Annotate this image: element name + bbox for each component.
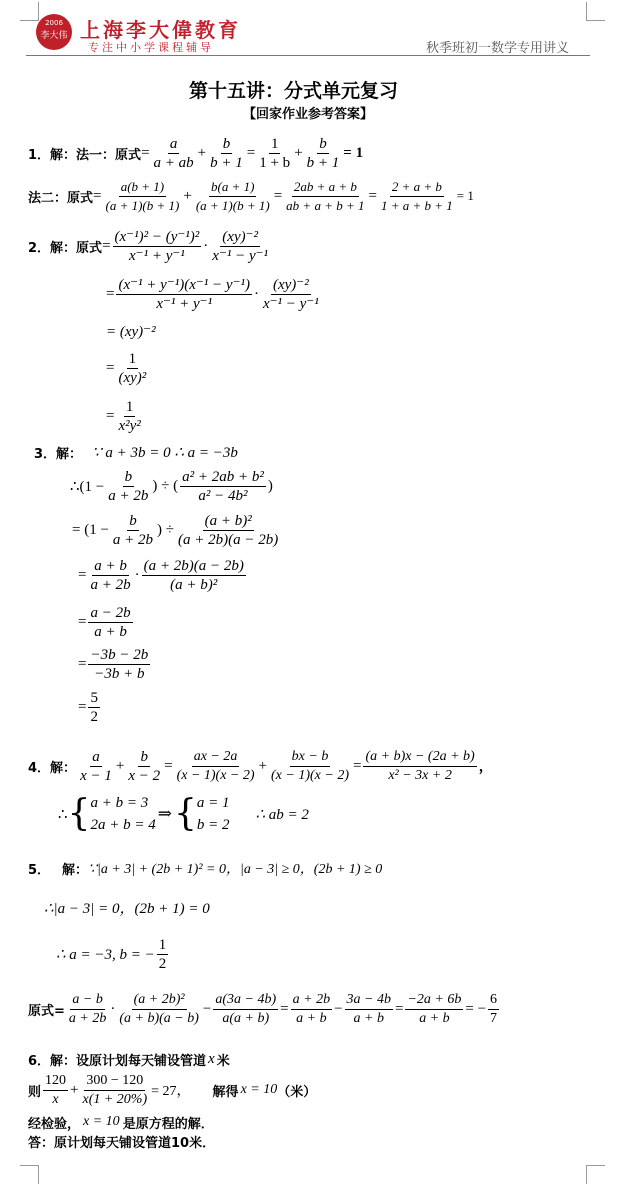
left-brace: {: [67, 793, 91, 834]
fraction: $\frac{a}{a + ab}$: [153, 135, 194, 171]
q2-step1: 2． 解：原式 = $\frac{\text{(x⁻¹)² − (y⁻¹)²}}{\text{x⁻¹ + y⁻¹}}$ · $\frac{\text{(xy)⁻²}}{\text{x⁻¹ − y⁻¹}}$: [28, 228, 269, 264]
fraction: $\frac{\text{a² + 2ab + b²}}{\text{a² − 4b²}}$: [182, 468, 264, 504]
q3-line5: = $\frac{-3b - 2b}{-3b + b}$: [78, 646, 149, 682]
fraction: $\frac{\text{(xy)⁻²}}{\text{x⁻¹ − y⁻¹}}$: [262, 276, 319, 312]
q3-jie: 解：: [56, 446, 83, 462]
fraction: $\frac{a - b}{a + 2b}$: [68, 991, 107, 1026]
logo-badge-text: 李大伟: [40, 31, 68, 41]
q5-final-label: 原式=: [28, 1003, 65, 1019]
logo-year: 2006: [45, 19, 63, 27]
fraction: $\frac{\text{(a + 2b)²}}{(a + b)(a - b)}$: [119, 991, 199, 1026]
q1-method2: 法二：原式 = $\frac{a(b + 1)}{(a + 1)(b + 1)}$ + $\frac{b(a + 1)}{(a + 1)(b + 1)}$ = $\frac{2ab + a + b}{ab + a + b + 1}$ = $\frac{2 + a + b}{1 + a + b + 1}$ = 1: [28, 178, 474, 213]
q2-step3: = (xy)⁻²: [106, 324, 156, 340]
q2-label: 2．: [28, 240, 51, 256]
fraction: $\frac{-3b - 2b}{-3b + b}$: [90, 646, 149, 682]
q3-line6: = $\frac{5}{2}$: [78, 689, 98, 725]
fraction: $\frac{b}{b + 1}$: [210, 135, 243, 171]
fraction: $\frac{\text{(x⁻¹ + y⁻¹)(x⁻¹ − y⁻¹)}}{\text{x⁻¹ + y⁻¹}}$: [118, 276, 250, 312]
fraction: $\frac{b}{b + 1}$: [306, 135, 340, 171]
q3-line3: = $\frac{a + b}{a + 2b}$ · $\frac{(a + 2b)(a - 2b)}{\text{(a + b)²}}$: [78, 557, 244, 593]
fraction: $\frac{-2a + 6b}{a + b}$: [407, 991, 462, 1026]
fraction: $\frac{a(b + 1)}{(a + 1)(b + 1)}$: [105, 178, 180, 213]
fraction: $\frac{3a - 4b}{a + b}$: [346, 991, 391, 1026]
fraction: $\frac{a - 2b}{a + b}$: [90, 604, 131, 640]
q3-line4: = $\frac{a - 2b}{a + b}$: [78, 604, 131, 640]
fraction: $\frac{b}{x - 2}$: [128, 748, 161, 784]
fraction: $\frac{\text{(x⁻¹)² − (y⁻¹)²}}{\text{x⁻¹ + y⁻¹}}$: [114, 228, 200, 264]
q3-line1: ∴(1 − $\frac{b}{a + 2b}$ ) ÷ ( $\frac{\text{a² + 2ab + b²}}{\text{a² − 4b²}}$ ): [70, 468, 273, 504]
q1-method1-result: = 1: [343, 144, 364, 161]
q2-step2: = $\frac{\text{(x⁻¹ + y⁻¹)(x⁻¹ − y⁻¹)}}{\text{x⁻¹ + y⁻¹}}$ · $\frac{\text{(xy)⁻²}}{\text{x⁻¹ − y⁻¹}}$: [106, 276, 319, 312]
fraction: $\frac{(a + 2b)(a - 2b)}{\text{(a + b)²}}$: [143, 557, 244, 593]
page-subtitle: 【回家作业参考答案】: [243, 107, 374, 122]
crop-mark-top-right: [586, 2, 605, 21]
fraction: $\frac{a(3a - 4b)}{a(a + b)}$: [215, 991, 277, 1026]
q6-check: 经检验， x = 10 是原方程的解．: [28, 1114, 214, 1132]
fraction: $\frac{a}{x - 1}$: [80, 748, 112, 784]
q6-line1: 6．解：设原计划每天铺设管道 x 米: [28, 1050, 230, 1069]
brand-name: 上海李大偉教育: [80, 18, 241, 42]
q6-equation: 则 $\frac{120}{x}$ + $\frac{300 - 120}{x(1 + 20\%)}$ = 27， 解得 x = 10 （米）: [28, 1072, 317, 1107]
fraction: $\frac{1}{\text{(xy)²}}$: [118, 350, 147, 386]
q4-result: ∴ ab = 2: [255, 806, 309, 823]
q5-jie: 解：: [62, 862, 89, 878]
fraction: $\frac{1}{\text{x²y²}}$: [118, 398, 141, 434]
fraction: $\frac{b}{a + 2b}$: [108, 468, 149, 504]
logo-badge: [36, 14, 72, 50]
q3-header: [34, 442, 238, 462]
left-brace: {: [173, 793, 197, 834]
q5-step1: ∴|a − 3| = 0，(2b + 1) = 0: [44, 901, 210, 917]
fraction: $\frac{120}{x}$: [45, 1072, 67, 1107]
fraction: $\frac{b(a + 1)}{(a + 1)(b + 1)}$: [195, 178, 270, 213]
fraction: $\frac{a + 2b}{a + b}$: [292, 991, 331, 1026]
q1-method2-label: 法二：原式: [28, 190, 94, 206]
q5-final: 原式= $\frac{a - b}{a + 2b}$ · $\frac{\text{(a + 2b)²}}{(a + b)(a - b)}$ − $\frac{a(3a - 4b)}{a(a + b)}$ = $\frac{a + 2b}{a + b}$ − $\frac{3a - 4b}{a + b}$ = $\frac{-2a + 6b}{a + b}$ = − $\frac{6}{7}$: [28, 991, 498, 1026]
fraction: $\frac{\text{(a + b)²}}{(a + 2b)(a - 2b)}$: [178, 512, 279, 548]
fraction: $\frac{bx - b}{(x - 1)(x - 2)}$: [271, 748, 349, 783]
fraction: $\frac{1}{2}$: [158, 936, 167, 972]
q4-label: 4．: [28, 760, 51, 776]
q4-system: ∴ { a + b = 3 2a + b = 4 ⇒ { a = 1 b = 2 ∴ ab = 2: [58, 793, 309, 834]
q5-given: ∵|a + 3| + (2b + 1)² = 0，|a − 3| ≥ 0，(2b + 1) ≥ 0: [88, 862, 383, 877]
brand-slogan: 专注中小学课程辅导: [88, 41, 214, 54]
q5-step2: ∴ a = −3, b = − $\frac{1}{2}$: [56, 936, 167, 972]
fraction: $\frac{5}{2}$: [90, 689, 98, 725]
header-rule: [26, 55, 590, 56]
q6-answer: 答：原计划每天铺设管道10米．: [28, 1136, 216, 1151]
crop-mark-bottom-right: [586, 1165, 605, 1184]
fraction: $\frac{2 + a + b}{1 + a + b + 1}$: [380, 178, 453, 213]
fraction: $\frac{a + b}{a + 2b}$: [90, 557, 131, 593]
course-name: 秋季班初一数学专用讲义: [426, 41, 570, 56]
q3-line2: = (1 − $\frac{b}{a + 2b}$ ) ÷ $\frac{\text{(a + b)²}}{(a + 2b)(a - 2b)}$: [72, 512, 279, 548]
q2-jie: 解：原式: [50, 240, 103, 256]
q4-jie: 解：: [50, 760, 77, 776]
crop-mark-bottom-left: [20, 1165, 39, 1184]
fraction: $\frac{ax - 2a}{(x - 1)(x - 2)}$: [176, 748, 255, 783]
q1-jie: 解：法一：原式: [50, 147, 142, 163]
q1-method1: 1． 解：法一：原式 = $\frac{a}{a + ab}$ + $\frac{b}{b + 1}$ = $\frac{1}{1 + b}$ + $\frac{b}{b + 1}$ = 1: [28, 135, 364, 171]
q1-method2-result: = 1: [456, 188, 474, 203]
q1-label: 1．: [28, 147, 51, 163]
fraction: $\frac{1}{1 + b}$: [259, 135, 291, 171]
q3-label: 3．: [34, 446, 57, 462]
fraction: $\frac{\text{(xy)⁻²}}{\text{x⁻¹ − y⁻¹}}$: [212, 228, 269, 264]
fraction: $\frac{b}{a + 2b}$: [112, 512, 154, 548]
fraction: $\frac{(a + b)x - (2a + b)}{\text{x² − 3x + 2}}$: [365, 748, 475, 783]
q4-line1: 4． 解： $\frac{a}{x - 1}$ + $\frac{b}{x - 2}$ = $\frac{ax - 2a}{(x - 1)(x - 2)}$ + $\frac{bx - b}{(x - 1)(x - 2)}$ = $\frac{(a + b)x - (2a + b)}{\text{x² − 3x + 2}}$ ，: [28, 748, 493, 784]
fraction: $\frac{6}{7}$: [490, 991, 498, 1026]
fraction: $\frac{2ab + a + b}{ab + a + b + 1}$: [286, 178, 365, 213]
q2-step5: = $\frac{1}{\text{x²y²}}$: [106, 398, 141, 434]
q5-label: 5．: [28, 862, 51, 878]
fraction: $\frac{300 - 120}{x(1 + 20\%)}$: [82, 1072, 148, 1107]
q2-step4: = $\frac{1}{\text{(xy)²}}$: [106, 350, 147, 386]
q3-given: ∵ a + 3b = 0 ∴ a = −3b: [92, 444, 238, 461]
q5-line1: [28, 857, 382, 879]
page-title: 第十五讲：分式单元复习: [189, 80, 399, 102]
